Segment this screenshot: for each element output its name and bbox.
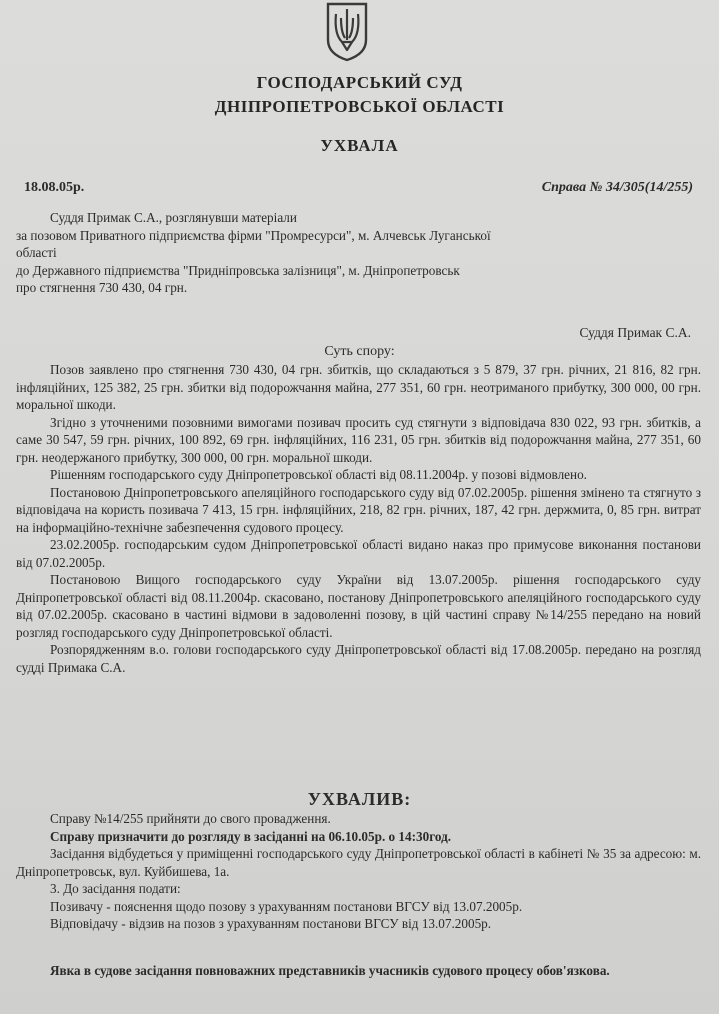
essence-paragraph: Згідно з уточненими позовними вимогами позивач просить суд стягнути з відповідача 830 022, 93 грн. збитків, а саме 30 547, 59 грн. річних, 100 892, 69 грн. інфляційних, 116 231, 05 грн. збитків від подорожчання майна, 277 351, 60 грн. неодержаного прибутку, 300 000, 00 грн. моральної шкоди. bbox=[16, 414, 701, 465]
defendant-line: до Державного підприємства "Придніпровська залізниця", м. Дніпропетровськ bbox=[16, 262, 460, 278]
resolution-item-3-plaintiff: Позивачу - пояснення щодо позову з урахуванням постанови ВГСУ від 13.07.2005р. bbox=[50, 898, 523, 914]
resolution-item-2-details: Засідання відбудеться у приміщенні господарського суду Дніпропетровської області в кабінеті № 35 за адресою: м. Дніпропетровськ, вул. Куйбишева, 1а. bbox=[16, 846, 701, 879]
essence-paragraph: Розпорядженням в.о. голови господарського суду Дніпропетровської області від 17.08.2005р. передано на розгляд судді Примака С.А. bbox=[16, 642, 701, 675]
trident-emblem-icon bbox=[322, 0, 372, 62]
document-title: УХВАЛА bbox=[320, 136, 399, 155]
claim-line: за позовом Приватного підприємства фірми "Промресурси", м. Алчевськ Луганської bbox=[16, 227, 491, 243]
court-name-line2: ДНІПРОПЕТРОВСЬКОЇ ОБЛАСТІ bbox=[214, 97, 505, 116]
resolution-item-3: 3. До засідання подати: bbox=[50, 881, 181, 896]
intro-block bbox=[16, 209, 701, 297]
case-number: Справа № 34/305(14/255) bbox=[541, 180, 693, 195]
judge-signature: Суддя Примак С.А. bbox=[579, 325, 691, 340]
essence-block bbox=[16, 361, 701, 676]
essence-paragraph: 23.02.2005р. господарським судом Дніпропетровської області видано наказ про примусове виконання постанови від 07.02.2005р. bbox=[16, 537, 701, 570]
amount-line: про стягнення 730 430, 04 грн. bbox=[16, 280, 188, 295]
resolution-item-3-defendant: Відповідачу - відзив на позов з урахуванням постанови ВГСУ від 13.07.2005р. bbox=[50, 916, 492, 931]
resolution-item-2: Справу призначити до розгляду в засіданні на 06.10.05р. о 14:30год. bbox=[50, 828, 452, 844]
claim-line-cont: області bbox=[16, 245, 57, 260]
resolved-heading: УХВАЛИВ: bbox=[307, 789, 412, 809]
essence-paragraph: Постановою Дніпропетровського апеляційного господарського суду від 07.02.2005р. рішення змінено та стягнуто з відповідача на користь позивача 7 413, 15 грн. інфляційних, 218, 82 грн. річних, 187, 42 грн. держмита, 0, 85 грн. витрат на інформаційно-технічне забезпечення судового процесу. bbox=[16, 484, 701, 535]
essence-paragraph: Позов заявлено про стягнення 730 430, 04 грн. збитків, що складаються з 5 879, 37 грн. річних, 21 816, 82 грн. інфляційних, 125 382, 25 грн. збитки від подорожчання майна, 277 351, 60 грн. неотриманого прибутку, 300 000, 00 грн. моральної шкоди. bbox=[16, 362, 701, 412]
essence-heading: Суть спору: bbox=[324, 344, 395, 359]
resolution-block bbox=[16, 810, 701, 933]
court-name-line1: ГОСПОДАРСЬКИЙ СУД bbox=[256, 73, 463, 92]
resolution-item-1: Справу №14/255 прийняти до свого провадження. bbox=[50, 811, 331, 826]
attendance-note: Явка в судове засідання повноважних представників учасників судового процесу обов'язкова. bbox=[50, 963, 610, 978]
document-date: 18.08.05р. bbox=[24, 180, 85, 195]
essence-paragraph: Рішенням господарського суду Дніпропетровської області від 08.11.2004р. у позові відмовлено. bbox=[50, 467, 587, 482]
essence-paragraph: Постановою Вищого господарського суду України від 13.07.2005р. рішення господарського суду Дніпропетровської області від 08.11.2004р. скасовано, постанову Дніпропетровського апеляційного господарського суду від 07.02.2005р. скасовано в частині відмови в задоволенні позову, в цій частині справу №14/255 передано на новий розгляд господарського суду Дніпропетровської області. bbox=[16, 572, 701, 640]
judge-line: Суддя Примак С.А., розглянувши матеріали bbox=[50, 210, 297, 225]
